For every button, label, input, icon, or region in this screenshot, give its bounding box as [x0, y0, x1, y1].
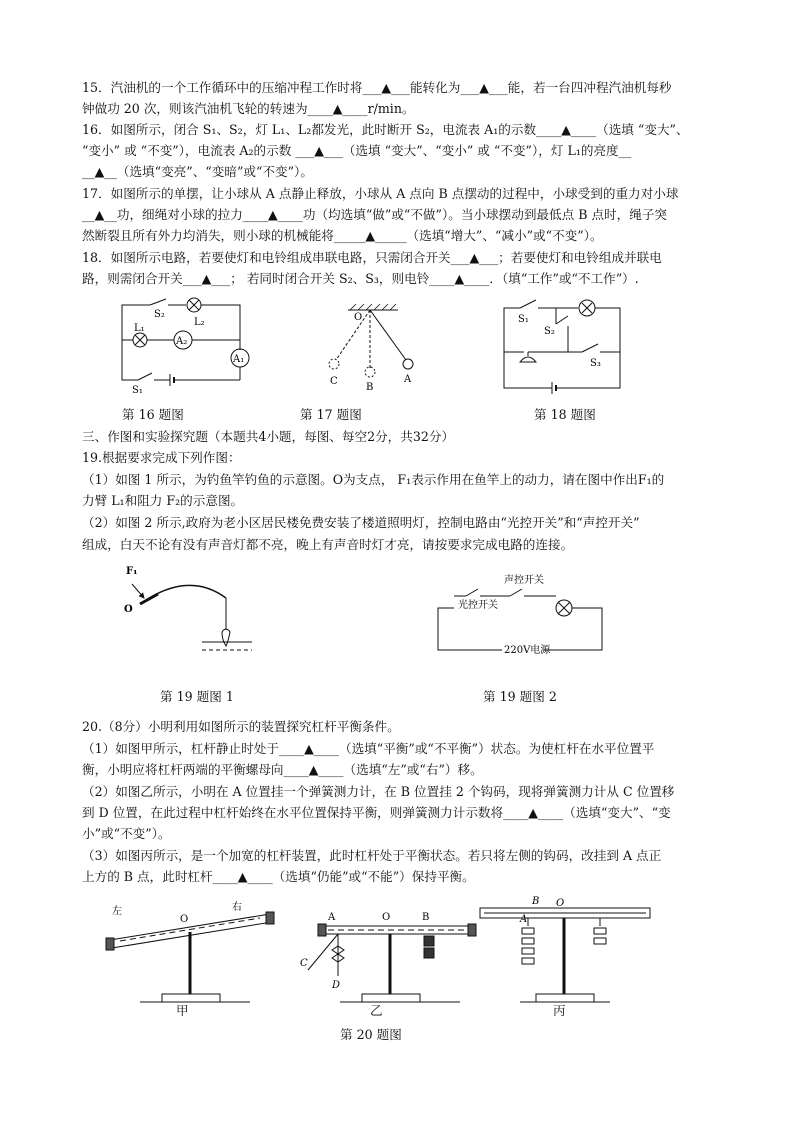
figure-20-levers [100, 892, 680, 1012]
label-b-yi: B [422, 912, 430, 923]
caption-fig19-1: 第 19 题图 1 [160, 689, 234, 704]
label-f1: F₁ [126, 566, 138, 577]
label-o-bing: O [556, 898, 565, 909]
switch-s3-icon [582, 344, 598, 352]
label-yi: 乙 [370, 1003, 383, 1018]
label-right: 右 [232, 902, 242, 913]
switch-s2-icon [150, 299, 166, 305]
q20-line4: 到 D 位置，在此过程中杠杆始终在水平位置保持平衡，则弹簧测力计示数将____▲____（选填“变大”、“变 [82, 805, 671, 820]
label-sound-switch: 声控开关 [504, 575, 544, 586]
label-a1: A₁ [233, 354, 245, 365]
q20-line3: （2）如图乙所示，小明在 A 位置挂一个弹簧测力计，在 B 位置挂 2 个钩码，现将弹簧测力计从 C 位置移 [82, 784, 675, 799]
rod-icon [140, 585, 226, 604]
q19-line2: 力臂 L₁和阻力 F₂的示意图。 [82, 493, 244, 508]
q19-line3: （2）如图 2 所示,政府为老小区居民楼免费安装了楼道照明灯，控制电路由“光控开关”和“声控开关” [82, 515, 640, 530]
label-o-yi: O [382, 912, 391, 923]
q20-line5: 小”或“不变”）。 [82, 826, 171, 841]
label-light-switch: 光控开关 [458, 600, 498, 611]
label-c: C [300, 958, 308, 969]
q16-line1: 16．如图所示，闭合 S₁、S₂，灯 L₁、L₂都发光，此时断开 S₂，电流表 A₁的示数____▲____（选填 “变大”、 [82, 122, 689, 137]
ball-b-icon [365, 367, 375, 377]
q19-line0: 19.根据要求完成下列作图： [82, 450, 241, 465]
q16-line3: __▲__（选填“变亮”、“变暗”或“不变”）。 [82, 164, 313, 179]
label-d: D [332, 980, 341, 991]
figure-16-circuit [110, 295, 250, 395]
bell-icon [520, 357, 536, 362]
label-a2: A₂ [176, 336, 188, 347]
switch-s2-icon [556, 316, 568, 324]
q15-line2: 钟做功 20 次，则该汽油机飞轮的转速为____▲____r/min。 [82, 101, 415, 116]
q17-line3: 然断裂且所有外力均消失，则小球的机械能将_____▲_____（选填“增大”、“减小”或“不变”）。 [82, 228, 603, 243]
switch-s1-icon [138, 373, 152, 380]
label-l1: L₁ [134, 323, 145, 334]
label-s1: S₁ [132, 385, 143, 396]
label-jia: 甲 [176, 1003, 189, 1018]
weight-icon [424, 936, 434, 946]
figure-19-1-fishing-rod [118, 560, 268, 665]
q19-line4: 组成，白天不论有没有声音灯都不亮，晚上有声音时灯才亮，请按要求完成电路的连接。 [82, 537, 574, 552]
caption-fig19-2: 第 19 题图 2 [483, 689, 557, 704]
label-s2: S₂ [544, 326, 555, 337]
label-c: C [330, 376, 338, 387]
label-a-bing: A [520, 914, 528, 925]
label-a: A [404, 374, 412, 385]
figure-18-circuit [498, 296, 628, 396]
q18-line1: 18．如图所示电路，若要使灯和电铃组成串联电路，只需闭合开关___▲___；若要使灯和电铃组成并联电 [82, 250, 662, 265]
section-3-heading: 三、作图和实验探究题（本题共4小题，每图、每空2分，共32分） [82, 429, 455, 444]
label-bing: 丙 [553, 1003, 566, 1018]
caption-fig18: 第 18 题图 [534, 407, 596, 422]
figure-17-pendulum [318, 302, 428, 397]
lever-bing [480, 908, 650, 1002]
q17-line2: __▲__功，细绳对小球的拉力____▲____功（均选填“做”或“不做”）。当小球摆动到最低点 B 点时，绳子突 [82, 207, 668, 222]
ball-c-icon [329, 359, 339, 369]
label-b: B [366, 382, 374, 393]
label-b-bing: B [532, 896, 540, 907]
q20-line2: 衡，小明应将杠杆两端的平衡螺母向____▲____（选填“左”或“右”）移。 [82, 762, 483, 777]
lever-jia [106, 912, 274, 1002]
label-o: O [124, 604, 133, 615]
q18-line2: 路，则需闭合开关___▲___； 若同时闭合开关 S₂、S₃，则电铃____▲____．（填“工作”或“不工作”）. [82, 271, 639, 286]
light-switch-icon [466, 589, 478, 596]
q20-line0: 20.（8分）小明利用如图所示的装置探究杠杆平衡条件。 [82, 719, 400, 734]
label-o: O [354, 312, 363, 323]
q20-line7: 上方的 B 点，此时杠杆____▲____（选填“仍能”或“不能”）保持平衡。 [82, 869, 475, 884]
caption-fig16: 第 16 题图 [122, 407, 184, 422]
q17-line1: 17．如图所示的单摆，让小球从 A 点静止释放，小球从 A 点向 B 点摆动的过程中，小球受到的重力对小球 [82, 186, 679, 201]
sound-switch-icon [510, 589, 522, 596]
label-power: 220V电源 [504, 645, 551, 656]
label-o-jia: O [180, 914, 189, 925]
label-l2: L₂ [194, 317, 205, 328]
caption-fig20: 第 20 题图 [340, 1027, 402, 1042]
label-left: 左 [112, 906, 122, 917]
q19-line1: （1）如图 1 所示，为钓鱼竿钓鱼的示意图。O为支点， F₁表示作用在鱼竿上的动力，请在图中作出F₁的 [82, 472, 665, 487]
caption-fig17: 第 17 题图 [300, 407, 362, 422]
q15-line1: 15．汽油机的一个工作循环中的压缩冲程工作时将___▲___能转化为___▲___能，若一台四冲程汽油机每秒 [82, 80, 672, 95]
fish-icon [222, 629, 230, 646]
q16-line2: “变小” 或 “不变”），电流表 A₂的示数 ___▲___（选填 “变大”、“变小” 或 “不变”），灯 L₁的亮度__ [82, 143, 632, 158]
q20-line1: （1）如图甲所示，杠杆静止时处于____▲____（选填“平衡”或“不平衡”）状态。为使杠杆在水平位置平 [82, 741, 655, 756]
label-a-yi: A [328, 912, 336, 923]
label-s2: S₂ [154, 309, 165, 320]
figure-19-2-circuit [432, 572, 612, 662]
ball-a-icon [403, 359, 413, 369]
q20-line6: （3）如图丙所示，是一个加宽的杠杆装置，此时杠杆处于平衡状态。若只将左侧的钩码，改挂到 A 点正 [82, 848, 662, 863]
switch-s1-icon [520, 300, 536, 308]
label-s3: S₃ [590, 358, 601, 369]
label-s1: S₁ [518, 314, 529, 325]
